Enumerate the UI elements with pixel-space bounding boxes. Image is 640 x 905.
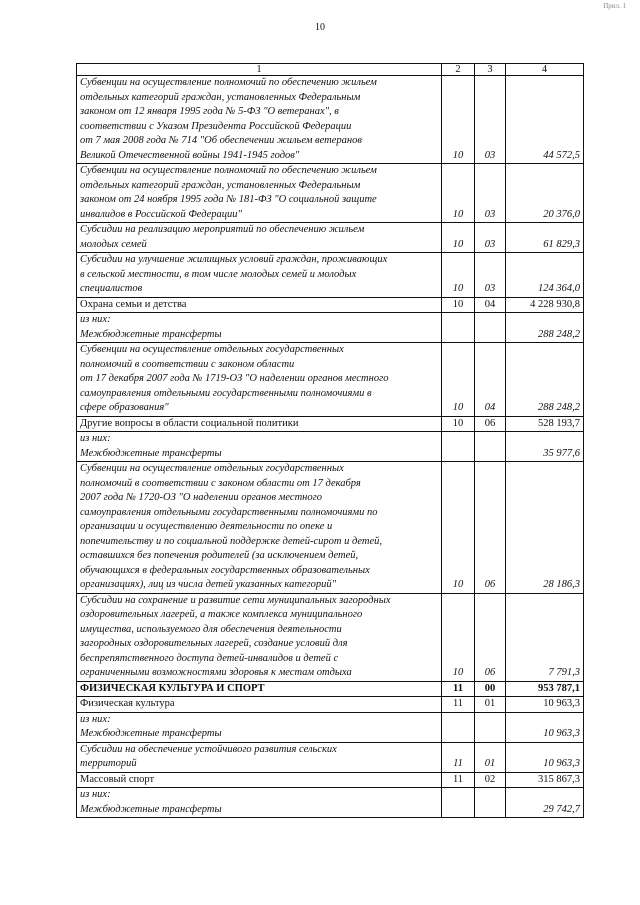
row-description: ФИЗИЧЕСКАЯ КУЛЬТУРА И СПОРТ xyxy=(77,681,442,697)
table-row xyxy=(77,297,584,313)
row-amount: 10 963,3 xyxy=(506,697,584,713)
row-description: Субвенции на осуществление отдельных государственных полномочий в соответствии с законом области от 17 декабря 2007 года № 1720-ОЗ "О наделении органов местного самоуправления отдельными государственными полномочиями по организации и осуществлению деятельности по опеке и попечительству и по социальной поддержке детей-сирот и детей, оставшихся без попечения родителей (за исключением детей, обучающихся в федеральных государственных образовательных организациях), лиц из числа детей указанных категорий" xyxy=(77,462,442,594)
table-row xyxy=(77,788,584,818)
row-subsection: 03 xyxy=(475,253,506,298)
row-subsection xyxy=(475,313,506,343)
row-subsection: 01 xyxy=(475,697,506,713)
table-row xyxy=(77,313,584,343)
row-amount: 29 742,7 xyxy=(506,788,584,818)
row-amount: 288 248,2 xyxy=(506,313,584,343)
row-section xyxy=(442,313,475,343)
row-description: Субсидии на обеспечение устойчивого развития сельских территорий xyxy=(77,742,442,772)
row-description: из них: Межбюджетные трансферты xyxy=(77,313,442,343)
table-row xyxy=(77,343,584,417)
budget-table xyxy=(76,63,584,818)
row-subsection: 00 xyxy=(475,681,506,697)
header-col-2: 2 xyxy=(442,64,475,76)
row-subsection xyxy=(475,788,506,818)
table-row xyxy=(77,772,584,788)
row-description: Субсидии на реализацию мероприятий по обеспечению жильем молодых семей xyxy=(77,223,442,253)
row-description: Субсидии на сохранение и развитие сети муниципальных загородных оздоровительных лагерей, а также комплекса муниципального имущества, используемого для обеспечения деятельности загородных оздоровительных лагерей, создание условий для беспрепятственного доступа детей-инвалидов и детей с ограниченными возможностями здоровья к местам отдыха xyxy=(77,593,442,681)
row-description: из них: Межбюджетные трансферты xyxy=(77,432,442,462)
page-number: 10 xyxy=(315,22,325,33)
row-section xyxy=(442,432,475,462)
row-description: Субвенции на осуществление отдельных государственных полномочий в соответствии с законом области от 17 декабря 2007 года № 1719-ОЗ "О наделении органов местного самоуправления отдельными государственными полномочиями в сфере образования" xyxy=(77,343,442,417)
row-amount: 7 791,3 xyxy=(506,593,584,681)
table-row xyxy=(77,681,584,697)
row-section: 10 xyxy=(442,297,475,313)
header-col-4: 4 xyxy=(506,64,584,76)
row-amount: 61 829,3 xyxy=(506,223,584,253)
row-section: 10 xyxy=(442,593,475,681)
row-subsection: 06 xyxy=(475,416,506,432)
row-description: Массовый спорт xyxy=(77,772,442,788)
row-description: Другие вопросы в области социальной политики xyxy=(77,416,442,432)
row-description: Физическая культура xyxy=(77,697,442,713)
row-subsection: 04 xyxy=(475,297,506,313)
row-amount: 10 963,3 xyxy=(506,742,584,772)
row-amount: 288 248,2 xyxy=(506,343,584,417)
table-row xyxy=(77,593,584,681)
row-description: Охрана семьи и детства xyxy=(77,297,442,313)
table-row xyxy=(77,712,584,742)
row-description: Субвенции на осуществление полномочий по обеспечению жильем отдельных категорий граждан, установленных Федеральным законом от 24 ноября 1995 года № 181-ФЗ "О социальной защите инвалидов в Российской Федерации" xyxy=(77,164,442,223)
table-row xyxy=(77,416,584,432)
row-section: 11 xyxy=(442,742,475,772)
table-row xyxy=(77,432,584,462)
row-amount: 35 977,6 xyxy=(506,432,584,462)
corner-mark: Прил. 1 xyxy=(603,2,626,10)
row-section: 10 xyxy=(442,462,475,594)
table-row xyxy=(77,742,584,772)
header-col-3: 3 xyxy=(475,64,506,76)
row-section: 10 xyxy=(442,253,475,298)
row-description: из них: Межбюджетные трансферты xyxy=(77,788,442,818)
row-subsection: 03 xyxy=(475,164,506,223)
row-subsection: 03 xyxy=(475,223,506,253)
row-amount: 10 963,3 xyxy=(506,712,584,742)
row-subsection: 06 xyxy=(475,462,506,594)
row-description: из них: Межбюджетные трансферты xyxy=(77,712,442,742)
table-row xyxy=(77,697,584,713)
row-subsection: 04 xyxy=(475,343,506,417)
row-section: 10 xyxy=(442,223,475,253)
row-subsection: 06 xyxy=(475,593,506,681)
row-description: Субсидии на улучшение жилищных условий граждан, проживающих в сельской местности, в том числе молодых семей и молодых специалистов xyxy=(77,253,442,298)
row-section xyxy=(442,788,475,818)
table-row xyxy=(77,462,584,594)
header-col-1: 1 xyxy=(77,64,442,76)
row-section: 11 xyxy=(442,681,475,697)
table-header-row xyxy=(77,64,584,76)
row-subsection: 01 xyxy=(475,742,506,772)
table-row xyxy=(77,76,584,164)
row-subsection: 03 xyxy=(475,76,506,164)
row-subsection: 02 xyxy=(475,772,506,788)
row-subsection xyxy=(475,432,506,462)
row-section: 10 xyxy=(442,76,475,164)
row-amount: 528 193,7 xyxy=(506,416,584,432)
row-section: 10 xyxy=(442,343,475,417)
row-amount: 315 867,3 xyxy=(506,772,584,788)
row-amount: 20 376,0 xyxy=(506,164,584,223)
row-section: 11 xyxy=(442,697,475,713)
row-amount: 124 364,0 xyxy=(506,253,584,298)
row-subsection xyxy=(475,712,506,742)
row-amount: 4 228 930,8 xyxy=(506,297,584,313)
table-row xyxy=(77,223,584,253)
row-amount: 953 787,1 xyxy=(506,681,584,697)
table-row xyxy=(77,253,584,298)
row-amount: 44 572,5 xyxy=(506,76,584,164)
row-section: 10 xyxy=(442,416,475,432)
row-description: Субвенции на осуществление полномочий по обеспечению жильем отдельных категорий граждан, установленных Федеральным законом от 12 января 1995 года № 5-ФЗ "О ветеранах", в соответствии с Указом Президента Российской Федерации от 7 мая 2008 года № 714 "Об обеспечении жильем ветеранов Великой Отечественной войны 1941-1945 годов" xyxy=(77,76,442,164)
row-section xyxy=(442,712,475,742)
row-section: 10 xyxy=(442,164,475,223)
row-section: 11 xyxy=(442,772,475,788)
row-amount: 28 186,3 xyxy=(506,462,584,594)
table-row xyxy=(77,164,584,223)
